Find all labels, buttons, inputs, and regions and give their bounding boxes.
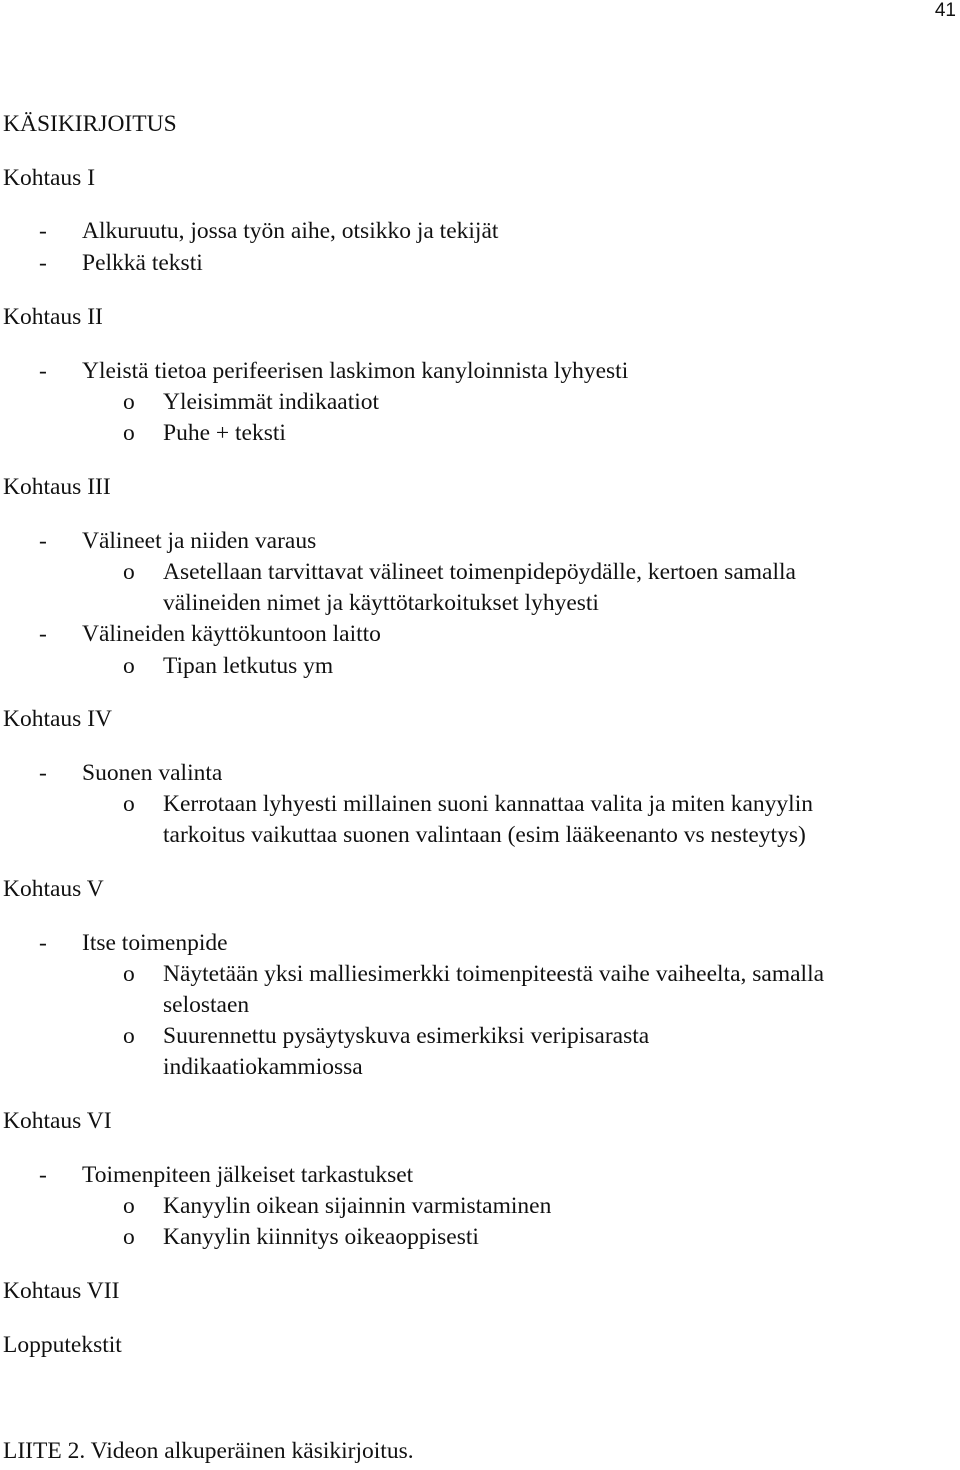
bullet-marker: o (123, 1023, 135, 1049)
dash-marker: - (39, 250, 47, 276)
scene-heading: Kohtaus III (3, 474, 111, 500)
appendix-caption: LIITE 2. Videon alkuperäinen käsikirjoitus. (3, 1438, 414, 1464)
dash-marker: - (39, 760, 47, 786)
list-item-text: Välineiden käyttökuntoon laitto (82, 621, 381, 647)
scene-heading: Kohtaus I (3, 165, 96, 191)
bullet-marker: o (123, 389, 135, 415)
list-item-text: Itse toimenpide (82, 930, 228, 956)
dash-marker: - (39, 528, 47, 554)
dash-marker: - (39, 358, 47, 384)
list-item-text: Toimenpiteen jälkeiset tarkastukset (82, 1162, 414, 1188)
dash-marker: - (39, 1162, 47, 1188)
sub-item-text: Asetellaan tarvittavat välineet toimenpidepöydälle, kertoen samalla (163, 559, 796, 585)
sub-item-text: indikaatiokammiossa (163, 1054, 363, 1080)
scene-heading: Kohtaus VII (3, 1278, 120, 1304)
sub-item-text: Kanyylin oikean sijainnin varmistaminen (163, 1193, 552, 1219)
bullet-marker: o (123, 1193, 135, 1219)
scene-heading: Lopputekstit (3, 1332, 122, 1358)
dash-marker: - (39, 930, 47, 956)
bullet-marker: o (123, 559, 135, 585)
scene-heading: Kohtaus IV (3, 706, 112, 732)
document-title: KÄSIKIRJOITUS (3, 111, 177, 137)
sub-item-text: Tipan letkutus ym (163, 653, 334, 679)
list-item-text: Yleistä tietoa perifeerisen laskimon kanyloinnista lyhyesti (82, 358, 629, 384)
bullet-marker: o (123, 961, 135, 987)
dash-marker: - (39, 621, 47, 647)
scene-heading: Kohtaus VI (3, 1108, 112, 1134)
sub-item-text: Yleisimmät indikaatiot (163, 389, 380, 415)
list-item-text: Välineet ja niiden varaus (82, 528, 317, 554)
sub-item-text: Puhe + teksti (163, 420, 286, 446)
sub-item-text: Kerrotaan lyhyesti millainen suoni kannattaa valita ja miten kanyylin (163, 791, 813, 817)
sub-item-text: Kanyylin kiinnitys oikeaoppisesti (163, 1224, 479, 1250)
sub-item-text: Suurennettu pysäytyskuva esimerkiksi veripisarasta (163, 1023, 650, 1049)
list-item-text: Suonen valinta (82, 760, 223, 786)
bullet-marker: o (123, 653, 135, 679)
scene-heading: Kohtaus II (3, 304, 103, 330)
scene-heading: Kohtaus V (3, 876, 104, 902)
sub-item-text: välineiden nimet ja käyttötarkoitukset lyhyesti (163, 590, 599, 616)
bullet-marker: o (123, 1224, 135, 1250)
list-item-text: Alkuruutu, jossa työn aihe, otsikko ja tekijät (82, 218, 499, 244)
list-item-text: Pelkkä teksti (82, 250, 203, 276)
sub-item-text: Näytetään yksi malliesimerkki toimenpiteestä vaihe vaiheelta, samalla (163, 961, 825, 987)
dash-marker: - (39, 218, 47, 244)
sub-item-text: selostaen (163, 992, 250, 1018)
bullet-marker: o (123, 791, 135, 817)
page-number: 41 (934, 0, 956, 21)
sub-item-text: tarkoitus vaikuttaa suonen valintaan (esim lääkeenanto vs nesteytys) (163, 822, 806, 848)
bullet-marker: o (123, 420, 135, 446)
